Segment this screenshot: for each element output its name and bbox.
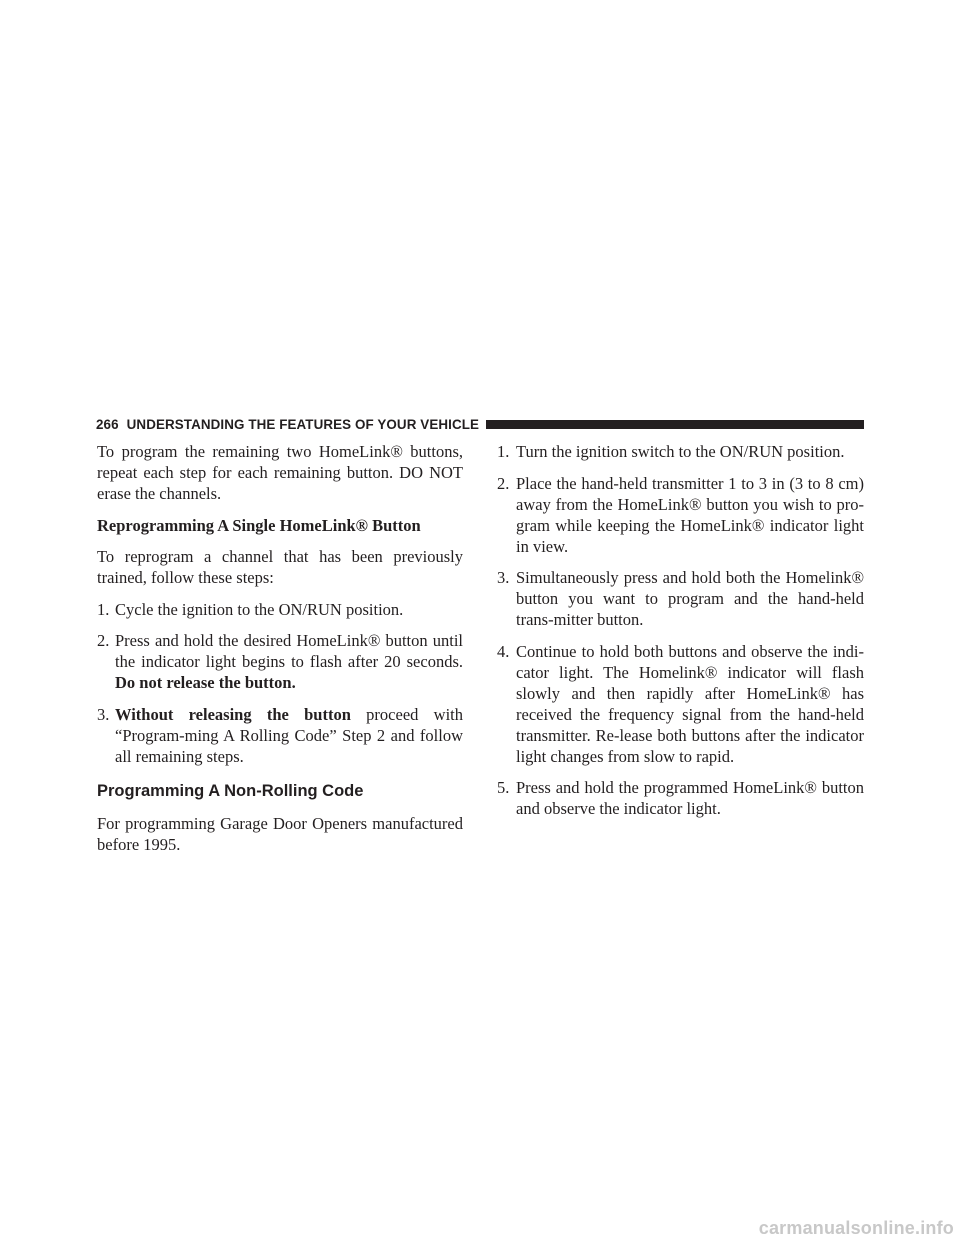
step-text: Continue to hold both buttons and observe the indi-cator light. The Homelink® indicator will flash slowly and then rapidly after HomeLink® has received the frequency signal from the hand-held transmitter. Re-lease both buttons after the indicator light changes from slow to rapid.	[516, 641, 864, 766]
step-text: Press and hold the programmed HomeLink® button and observe the indicator light.	[516, 778, 864, 818]
reprogramming-subheading: Reprogramming A Single HomeLink® Button	[97, 515, 421, 535]
right-column	[497, 441, 864, 830]
right-step-1	[497, 441, 864, 462]
left-step-2	[97, 630, 463, 693]
watermark: carmanualsonline.info	[758, 1218, 954, 1238]
step-text: Simultaneously press and hold both the Homelink® button you want to program and the hand-held trans-mitter button.	[516, 568, 864, 629]
page-header	[96, 414, 864, 434]
intro-paragraph: To program the remaining two HomeLink® buttons, repeat each step for each remaining button. DO NOT erase the channels.	[97, 442, 463, 503]
step-number: 4.	[497, 641, 510, 661]
right-step-5	[497, 777, 864, 819]
step-bold-tail: Do not release the button.	[115, 673, 296, 692]
page-number: 266	[96, 416, 119, 432]
left-step-3	[97, 704, 463, 767]
step-number: 2.	[497, 473, 510, 493]
step-number: 5.	[497, 778, 510, 797]
step-number: 1.	[97, 599, 110, 619]
reprogram-intro: To reprogram a channel that has been previously trained, follow these steps:	[97, 547, 463, 587]
header-rule	[486, 420, 864, 429]
step-bold-lead: Without releasing the button	[115, 704, 351, 724]
section-title: UNDERSTANDING THE FEATURES OF YOUR VEHICLE	[126, 416, 480, 432]
step-body	[115, 630, 463, 693]
right-step-4	[497, 641, 864, 767]
step-number: 1.	[497, 442, 510, 461]
closing-paragraph: For programming Garage Door Openers manufactured before 1995.	[97, 813, 463, 854]
step-text: Cycle the ignition to the ON/RUN position.	[115, 599, 404, 619]
right-step-3	[497, 567, 864, 630]
left-step-1	[97, 599, 463, 620]
step-number: 3.	[497, 568, 510, 587]
step-body	[115, 704, 463, 767]
step-text: proceed with “Program-ming A Rolling Code” Step 2 and follow all remaining steps.	[115, 704, 463, 766]
step-text: Press and hold the desired HomeLink® button until the indicator light begins to flash after 20 seconds.	[115, 631, 463, 671]
step-number: 2.	[97, 631, 110, 650]
right-step-2	[497, 473, 864, 557]
step-text: Turn the ignition switch to the ON/RUN position.	[516, 442, 845, 461]
section-heading: Programming A Non-Rolling Code	[97, 781, 364, 800]
left-column	[97, 441, 463, 865]
step-number: 3.	[97, 704, 110, 724]
header-text	[96, 417, 479, 432]
step-text: Place the hand-held transmitter 1 to 3 in (3 to 8 cm) away from the HomeLink® button you wish to pro-gram while keeping the HomeLink® indicator light in view.	[516, 473, 864, 556]
